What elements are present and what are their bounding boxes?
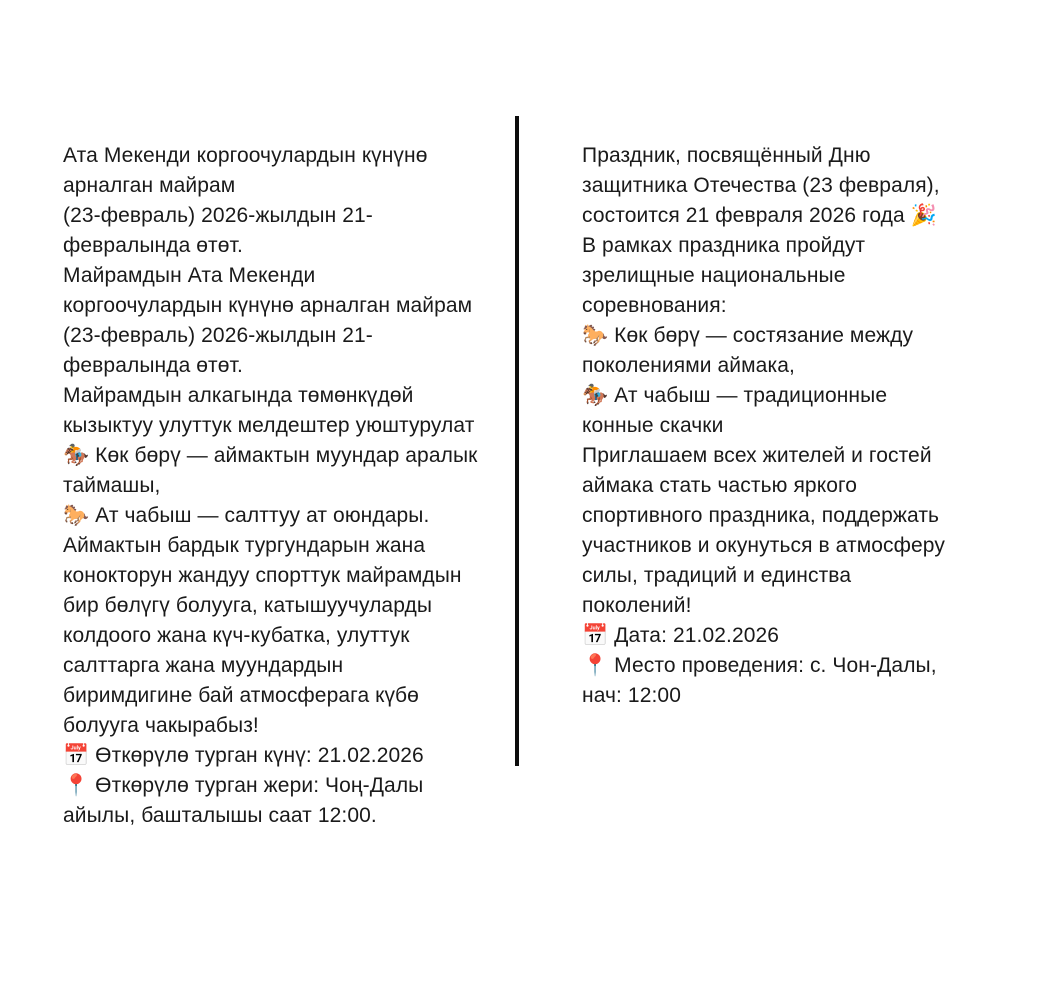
- text-line: зрелищные национальные: [582, 264, 846, 287]
- text-line: болууга чакырабыз!: [63, 714, 259, 737]
- text-line: Ата Мекенди коргоочулардын күнүнө: [63, 144, 428, 167]
- text-line: коргоочулардын күнүнө арналган майрам: [63, 294, 473, 317]
- text-line: конокторун жандуу спорттук майрамдын: [63, 564, 462, 587]
- text-line: (23-февраль) 2026-жылдын 21-: [63, 204, 373, 227]
- text-line: 📍 Өткөрүлө турган жери: Чоң-Далы: [63, 774, 424, 797]
- text-line: Праздник, посвящённый Дню: [582, 144, 871, 167]
- text-line: колдоого жана күч-кубатка, улуттук: [63, 624, 410, 647]
- text-line: 📅 Дата: 21.02.2026: [582, 624, 780, 647]
- text-line: 🏇 Көк бөрү — аймактын муундар аралык: [63, 444, 478, 467]
- text-line: силы, традиций и единства: [582, 564, 852, 587]
- text-line: 🏇 Ат чабыш — традиционные: [582, 384, 888, 407]
- text-line: биримдигине бай атмосферага күбө: [63, 684, 419, 707]
- text-line: Аймактын бардык тургундарын жана: [63, 534, 426, 557]
- text-line: участников и окунуться в атмосферу: [582, 534, 945, 557]
- text-line: кызыктуу улуттук мелдештер уюштурулат: [63, 414, 475, 437]
- text-line: поколений!: [582, 594, 692, 617]
- text-line: В рамках праздника пройдут: [582, 234, 866, 257]
- text-line: Майрамдын Ата Мекенди: [63, 264, 316, 287]
- text-line: спортивного праздника, поддержать: [582, 504, 940, 527]
- text-line: таймашы,: [63, 474, 161, 497]
- text-line: айылы, башталышы саат 12:00.: [63, 804, 377, 827]
- text-line: защитника Отечества (23 февраля),: [582, 174, 940, 197]
- text-line: Приглашаем всех жителей и гостей: [582, 444, 932, 467]
- text-line: нач: 12:00: [582, 684, 681, 707]
- russian-announcement-column: [582, 141, 1032, 711]
- column-divider-line: [515, 116, 519, 766]
- text-line: аймака стать частью яркого: [582, 474, 858, 497]
- text-line: 🐎 Көк бөрү — состязание между: [582, 324, 914, 347]
- text-line: (23-февраль) 2026-жылдын 21-: [63, 324, 373, 347]
- text-line: 📅 Өткөрүлө турган күнү: 21.02.2026: [63, 744, 424, 767]
- text-line: бир бөлүгү болууга, катышуучуларды: [63, 594, 433, 617]
- kyrgyz-announcement-column: [63, 141, 508, 831]
- text-line: февралында өтөт.: [63, 354, 243, 377]
- text-line: 📍 Место проведения: с. Чон-Далы,: [582, 654, 937, 677]
- text-line: Майрамдын алкагында төмөнкүдөй: [63, 384, 414, 407]
- text-line: салттарга жана муундардын: [63, 654, 344, 677]
- text-line: конные скачки: [582, 414, 724, 437]
- text-line: соревнования:: [582, 294, 727, 317]
- text-line: состоится 21 февраля 2026 года 🎉: [582, 204, 938, 227]
- text-line: арналган майрам: [63, 174, 236, 197]
- text-line: 🐎 Ат чабыш — салттуу ат оюндары.: [63, 504, 430, 527]
- text-line: поколениями аймака,: [582, 354, 795, 377]
- text-line: февралында өтөт.: [63, 234, 243, 257]
